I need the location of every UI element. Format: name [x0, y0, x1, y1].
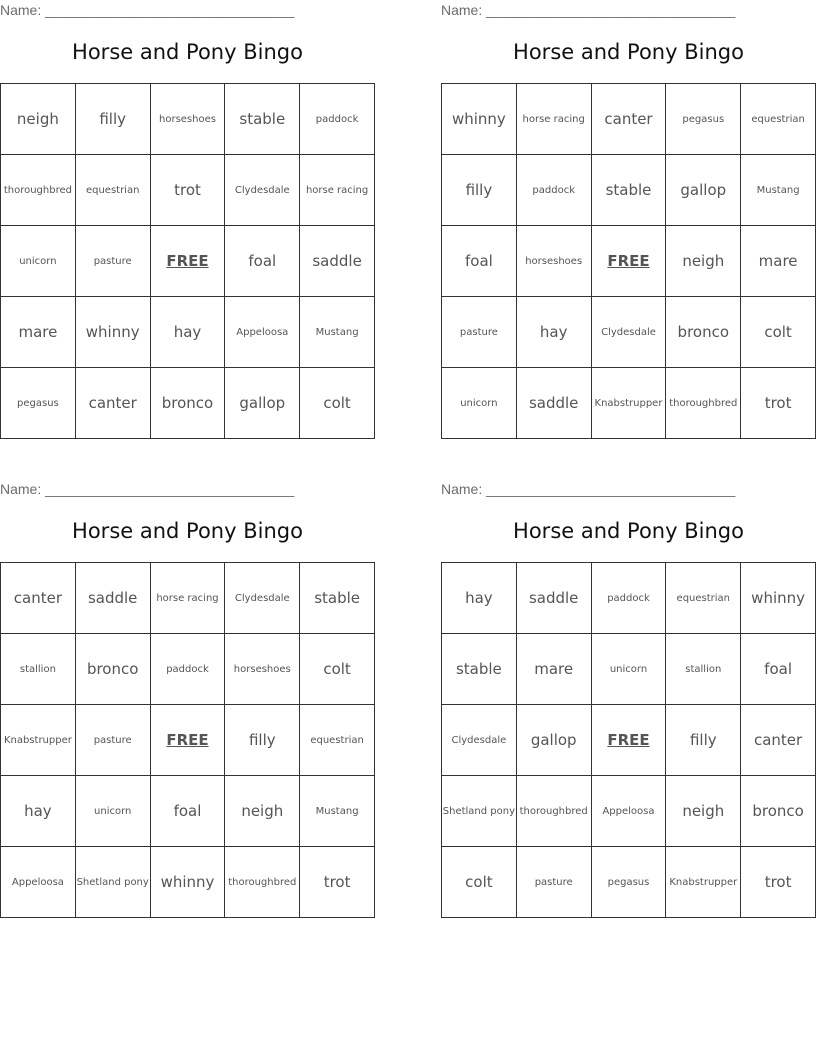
bingo-cell: hay: [150, 297, 225, 368]
bingo-cell: gallop: [666, 155, 741, 226]
bingo-cell: neigh: [225, 776, 300, 847]
bingo-cell: Appeloosa: [225, 297, 300, 368]
bingo-cell: saddle: [75, 563, 150, 634]
grid-row: [442, 563, 816, 634]
bingo-cell: pegasus: [591, 847, 666, 918]
bingo-cell: colt: [300, 634, 375, 705]
bingo-cell: thoroughbred: [666, 368, 741, 439]
grid-row: [1, 368, 375, 439]
bingo-cell: horseshoes: [516, 226, 591, 297]
name-field-label: Name: ________________________________: [441, 2, 736, 18]
grid-row: [442, 368, 816, 439]
bingo-cell: whinny: [741, 563, 816, 634]
bingo-cell: trot: [741, 847, 816, 918]
bingo-cell: pasture: [442, 297, 517, 368]
grid-row: [442, 705, 816, 776]
bingo-cell: horse racing: [516, 84, 591, 155]
bingo-cell: neigh: [666, 226, 741, 297]
bingo-cell: bronco: [75, 634, 150, 705]
bingo-cell: gallop: [225, 368, 300, 439]
bingo-cell: unicorn: [75, 776, 150, 847]
bingo-cell: hay: [442, 563, 517, 634]
bingo-cell: Clydesdale: [225, 155, 300, 226]
bingo-cell: whinny: [75, 297, 150, 368]
name-field-label: Name: ________________________________: [0, 2, 295, 18]
card-title: Horse and Pony Bingo: [513, 40, 744, 64]
bingo-cell: canter: [1, 563, 76, 634]
bingo-cell: stallion: [666, 634, 741, 705]
grid-row: [442, 847, 816, 918]
bingo-cell: unicorn: [1, 226, 76, 297]
bingo-cell: canter: [741, 705, 816, 776]
grid-row: [1, 155, 375, 226]
bingo-cell: trot: [150, 155, 225, 226]
grid-row: [442, 776, 816, 847]
grid-row: [1, 297, 375, 368]
bingo-cell: Knabstrupper: [591, 368, 666, 439]
grid-row: [1, 776, 375, 847]
bingo-cell: canter: [75, 368, 150, 439]
bingo-cell: equestrian: [300, 705, 375, 776]
bingo-cell: mare: [1, 297, 76, 368]
name-field-label: Name: ________________________________: [0, 481, 295, 497]
bingo-cell: equestrian: [75, 155, 150, 226]
bingo-cell: filly: [442, 155, 517, 226]
bingo-cell: paddock: [591, 563, 666, 634]
bingo-grid: [0, 83, 375, 439]
card-title: Horse and Pony Bingo: [513, 519, 744, 543]
bingo-cell: Knabstrupper: [1, 705, 76, 776]
bingo-cell: colt: [741, 297, 816, 368]
bingo-grid: [441, 562, 816, 918]
grid-row: [1, 226, 375, 297]
bingo-cell: bronco: [741, 776, 816, 847]
bingo-cell: horseshoes: [225, 634, 300, 705]
bingo-cell: thoroughbred: [225, 847, 300, 918]
bingo-cell: paddock: [516, 155, 591, 226]
bingo-grid: [0, 562, 375, 918]
bingo-cell: stable: [300, 563, 375, 634]
card-title: Horse and Pony Bingo: [72, 40, 303, 64]
bingo-cell: mare: [516, 634, 591, 705]
card-title: Horse and Pony Bingo: [72, 519, 303, 543]
grid-row: [442, 84, 816, 155]
bingo-cell: neigh: [666, 776, 741, 847]
bingo-cell: hay: [1, 776, 76, 847]
grid-row: [442, 634, 816, 705]
free-space: FREE: [150, 226, 225, 297]
name-field-label: Name: ________________________________: [441, 481, 736, 497]
bingo-cell: trot: [741, 368, 816, 439]
bingo-cell: colt: [300, 368, 375, 439]
bingo-cell: Appeloosa: [591, 776, 666, 847]
bingo-cell: filly: [225, 705, 300, 776]
bingo-cell: Mustang: [300, 297, 375, 368]
bingo-cell: Clydesdale: [442, 705, 517, 776]
bingo-cell: whinny: [442, 84, 517, 155]
bingo-cell: thoroughbred: [516, 776, 591, 847]
bingo-cell: mare: [741, 226, 816, 297]
free-space: FREE: [591, 705, 666, 776]
bingo-cell: foal: [442, 226, 517, 297]
bingo-cell: stable: [591, 155, 666, 226]
grid-row: [1, 705, 375, 776]
bingo-grid: [441, 83, 816, 439]
bingo-cell: horse racing: [300, 155, 375, 226]
free-space: FREE: [150, 705, 225, 776]
bingo-cell: neigh: [1, 84, 76, 155]
bingo-cell: saddle: [516, 368, 591, 439]
grid-row: [442, 155, 816, 226]
bingo-cell: Mustang: [741, 155, 816, 226]
bingo-cell: Knabstrupper: [666, 847, 741, 918]
grid-row: [1, 847, 375, 918]
bingo-cell: bronco: [666, 297, 741, 368]
bingo-cell: pasture: [516, 847, 591, 918]
bingo-cell: filly: [666, 705, 741, 776]
bingo-cell: stable: [442, 634, 517, 705]
bingo-cell: horse racing: [150, 563, 225, 634]
grid-row: [1, 634, 375, 705]
bingo-cell: equestrian: [741, 84, 816, 155]
bingo-cell: saddle: [516, 563, 591, 634]
bingo-cell: whinny: [150, 847, 225, 918]
bingo-cell: pegasus: [1, 368, 76, 439]
bingo-cell: foal: [150, 776, 225, 847]
bingo-cell: hay: [516, 297, 591, 368]
free-space: FREE: [591, 226, 666, 297]
bingo-cell: Clydesdale: [591, 297, 666, 368]
bingo-cell: Clydesdale: [225, 563, 300, 634]
bingo-cell: pasture: [75, 705, 150, 776]
bingo-cell: canter: [591, 84, 666, 155]
bingo-cell: unicorn: [442, 368, 517, 439]
bingo-cell: foal: [225, 226, 300, 297]
grid-row: [1, 563, 375, 634]
bingo-cell: Mustang: [300, 776, 375, 847]
bingo-cell: gallop: [516, 705, 591, 776]
grid-row: [1, 84, 375, 155]
bingo-cell: unicorn: [591, 634, 666, 705]
bingo-cell: filly: [75, 84, 150, 155]
bingo-cell: paddock: [300, 84, 375, 155]
bingo-cell: foal: [741, 634, 816, 705]
grid-row: [442, 297, 816, 368]
bingo-cell: trot: [300, 847, 375, 918]
bingo-cell: Shetland pony: [442, 776, 517, 847]
bingo-cell: pegasus: [666, 84, 741, 155]
bingo-cell: Appeloosa: [1, 847, 76, 918]
bingo-cell: bronco: [150, 368, 225, 439]
bingo-cell: paddock: [150, 634, 225, 705]
bingo-cell: Shetland pony: [75, 847, 150, 918]
bingo-cell: saddle: [300, 226, 375, 297]
bingo-cell: stallion: [1, 634, 76, 705]
bingo-cell: horseshoes: [150, 84, 225, 155]
bingo-cell: colt: [442, 847, 517, 918]
bingo-cell: thoroughbred: [1, 155, 76, 226]
grid-row: [442, 226, 816, 297]
bingo-cell: pasture: [75, 226, 150, 297]
bingo-cell: stable: [225, 84, 300, 155]
bingo-cell: equestrian: [666, 563, 741, 634]
